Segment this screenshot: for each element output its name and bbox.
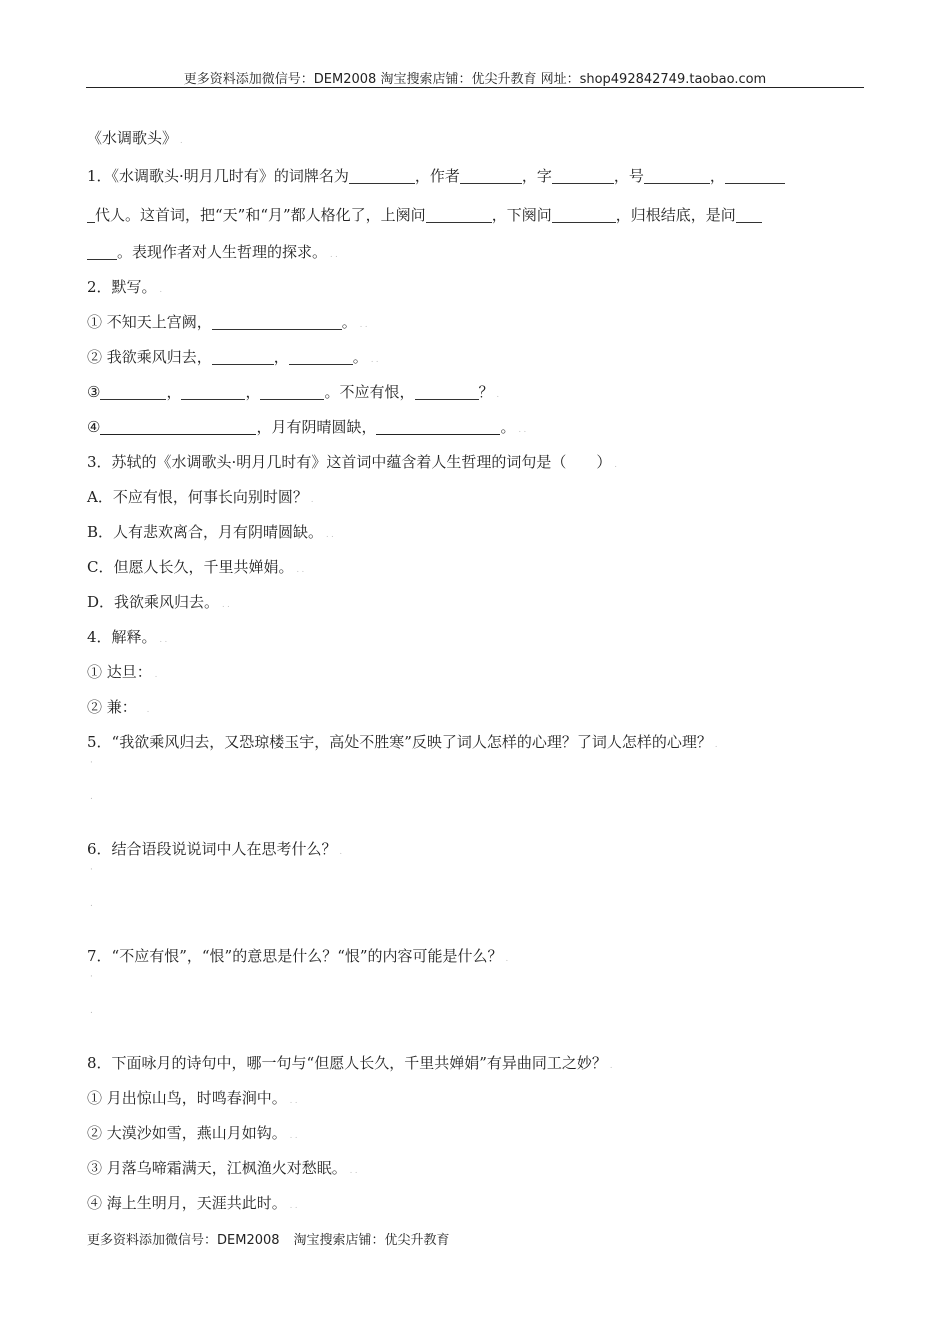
q5-text: 5．“我欲乘风归去，又恐琼楼玉宇，高处不胜寒”反映了词人怎样的心理？了词人怎样的心理？ xyxy=(87,733,712,751)
question-2-item-2 xyxy=(87,347,378,370)
blank-recite-3c[interactable] xyxy=(260,383,324,400)
paragraph-mark: . . xyxy=(289,1131,298,1140)
section-title xyxy=(87,128,183,151)
q8-option-text: ③ 月落乌啼霜满天，江枫渔火对愁眠。 xyxy=(87,1159,347,1177)
answer-space-mark: · xyxy=(90,865,93,875)
question-3-option-c[interactable] xyxy=(87,557,304,580)
question-8-label xyxy=(87,1053,612,1076)
blank-recite-4b[interactable] xyxy=(376,418,500,435)
question-2-item-4 xyxy=(87,417,526,440)
q2-text: ① 不知天上宫阙， xyxy=(87,313,212,331)
q4-text: 4．解释。 xyxy=(87,628,157,646)
q8-text: 8．下面咏月的诗句中，哪一句与“但愿人长久，千里共婵娟”有异曲同工之妙？ xyxy=(87,1054,607,1072)
question-3-option-b[interactable] xyxy=(87,522,334,545)
blank-upper-stanza[interactable] xyxy=(426,206,492,223)
question-8-option-1[interactable] xyxy=(87,1088,297,1111)
blank-dynasty-cont[interactable] xyxy=(87,206,95,223)
q7-text: 7．“不应有恨”，“恨”的意思是什么？“恨”的内容可能是什么？ xyxy=(87,947,503,965)
footer-shop: 淘宝搜索店铺：优尖升教育 xyxy=(293,1233,450,1248)
blank-author[interactable] xyxy=(460,167,522,184)
paragraph-mark: . xyxy=(146,705,150,714)
page-footer xyxy=(87,1229,450,1248)
option-d-text: D．我欲乘风归去。 xyxy=(87,593,220,611)
paragraph-mark: . . xyxy=(518,425,527,434)
blank-cipai[interactable] xyxy=(349,167,415,184)
q2-text: ② 我欲乘风归去， xyxy=(87,348,212,366)
q1-text: ，归根结底，是问 xyxy=(615,206,736,224)
q2-text: 。 xyxy=(352,348,368,366)
paragraph-mark: . . xyxy=(159,635,168,644)
paragraph-mark: . xyxy=(180,136,183,145)
paragraph-mark: . . xyxy=(370,355,379,364)
q8-option-text: ① 月出惊山鸟，时鸣春涧中。 xyxy=(87,1089,287,1107)
question-4-item-2 xyxy=(87,697,149,720)
q1-text: ，下阕问 xyxy=(491,206,552,224)
q1-text: ，作者 xyxy=(414,167,460,185)
paragraph-mark: . . xyxy=(326,530,334,539)
q1-text: ， xyxy=(709,167,725,185)
q2-text: ③ xyxy=(87,383,101,401)
blank-dynasty[interactable] xyxy=(725,167,785,184)
paragraph-mark: . xyxy=(609,1061,613,1070)
paragraph-mark: . . xyxy=(289,1096,298,1105)
paragraph-mark: . xyxy=(496,390,500,399)
section-title-text: 《水调歌头》 xyxy=(87,129,178,147)
q2-text: ，月有阴晴圆缺， xyxy=(256,418,377,436)
q8-option-text: ④ 海上生明月，天涯共此时。 xyxy=(87,1194,287,1212)
question-6-label xyxy=(87,839,342,862)
blank-courtesy-name[interactable] xyxy=(552,167,614,184)
page-header: 更多资料添加微信号：DEM2008 淘宝搜索店铺：优尖升教育 网址：shop492842749.taobao.com xyxy=(183,72,767,87)
paragraph-mark: . xyxy=(154,670,158,679)
q2-text: 。 xyxy=(500,418,516,436)
blank-recite-2b[interactable] xyxy=(289,348,353,365)
header-divider xyxy=(86,87,864,88)
question-8-option-4[interactable] xyxy=(87,1193,297,1216)
question-5-label xyxy=(87,732,717,755)
answer-space-mark: · xyxy=(90,972,93,982)
question-7-label xyxy=(87,946,508,969)
question-8-option-3[interactable] xyxy=(87,1158,357,1181)
blank-art-name[interactable] xyxy=(644,167,710,184)
q1-text: ，号 xyxy=(613,167,644,185)
option-b-text: B．人有悲欢离合，月有阴晴圆缺。 xyxy=(87,523,324,541)
paragraph-mark: . . xyxy=(359,320,368,329)
answer-space-mark: . xyxy=(90,1006,93,1016)
question-8-option-2[interactable] xyxy=(87,1123,297,1146)
blank-recite-4a[interactable] xyxy=(100,418,256,435)
question-4-label xyxy=(87,627,167,650)
blank-recite-3d[interactable] xyxy=(415,383,479,400)
q8-option-text: ② 大漠沙如雪，燕山月如钩。 xyxy=(87,1124,287,1142)
q1-text: 1．《水调歌头·明月几时有》的词牌名为 xyxy=(87,167,349,185)
answer-space-mark: . xyxy=(90,899,93,909)
q1-text: 。表现作者对人生哲理的探求。 xyxy=(117,243,328,261)
q1-text: ，字 xyxy=(521,167,552,185)
paragraph-mark: . xyxy=(505,954,509,963)
paragraph-mark: . . xyxy=(222,600,230,609)
question-2-item-1 xyxy=(87,312,367,335)
paragraph-mark: . xyxy=(159,285,163,294)
option-c-text: C．但愿人长久，千里共婵娟。 xyxy=(87,558,294,576)
question-2-item-3 xyxy=(87,382,499,405)
paragraph-mark: . xyxy=(310,495,314,504)
q3-text: 3．苏轼的《水调歌头·明月几时有》这首词中蕴含着人生哲理的词句是（ ） xyxy=(87,453,612,471)
q2-text: ， xyxy=(273,348,289,366)
option-a-text: A．不应有恨，何事长向别时圆？ xyxy=(87,488,308,506)
paragraph-mark: . xyxy=(339,847,343,856)
question-4-item-1 xyxy=(87,662,157,685)
footer-wechat: 更多资料添加微信号：DEM2008 xyxy=(87,1233,280,1248)
question-3-option-a[interactable] xyxy=(87,487,313,510)
q2-text: ， xyxy=(245,383,261,401)
q2-text: 。 xyxy=(341,313,357,331)
question-3-option-d[interactable] xyxy=(87,592,230,615)
q4-text: ② 兼： xyxy=(87,698,137,716)
question-3-label xyxy=(87,452,617,475)
answer-space-mark: . xyxy=(90,792,93,802)
blank-recite-1[interactable] xyxy=(212,313,342,330)
blank-recite-3b[interactable] xyxy=(181,383,245,400)
q2-text: ？ xyxy=(478,383,494,401)
q6-text: 6．结合语段说说词中人在思考什么？ xyxy=(87,840,337,858)
question-1-line-3 xyxy=(87,242,338,265)
q4-text: ① 达旦： xyxy=(87,663,152,681)
blank-ultimate-question[interactable] xyxy=(736,206,762,223)
q2-text: ， xyxy=(166,383,182,401)
question-1-line-2 xyxy=(87,205,762,225)
question-2-label xyxy=(87,277,162,300)
q2-text: 。不应有恨， xyxy=(324,383,415,401)
answer-space-mark: · xyxy=(90,758,93,768)
q2-text: ④ xyxy=(87,418,101,436)
blank-recite-3a[interactable] xyxy=(100,383,166,400)
paragraph-mark: . xyxy=(614,460,617,469)
paragraph-mark: . xyxy=(714,740,718,749)
blank-recite-2a[interactable] xyxy=(212,348,274,365)
blank-ultimate-question-cont[interactable] xyxy=(87,243,117,260)
paragraph-mark: . . xyxy=(296,565,305,574)
question-1-line-1 xyxy=(87,166,785,186)
paragraph-mark: . . xyxy=(330,250,338,259)
paragraph-mark: . . xyxy=(289,1201,298,1210)
q2-text: 2．默写。 xyxy=(87,278,157,296)
paragraph-mark: . . xyxy=(349,1166,358,1175)
q1-text: 代人。这首词，把“天”和“月”都人格化了，上阕问 xyxy=(95,206,426,224)
blank-lower-stanza[interactable] xyxy=(552,206,616,223)
